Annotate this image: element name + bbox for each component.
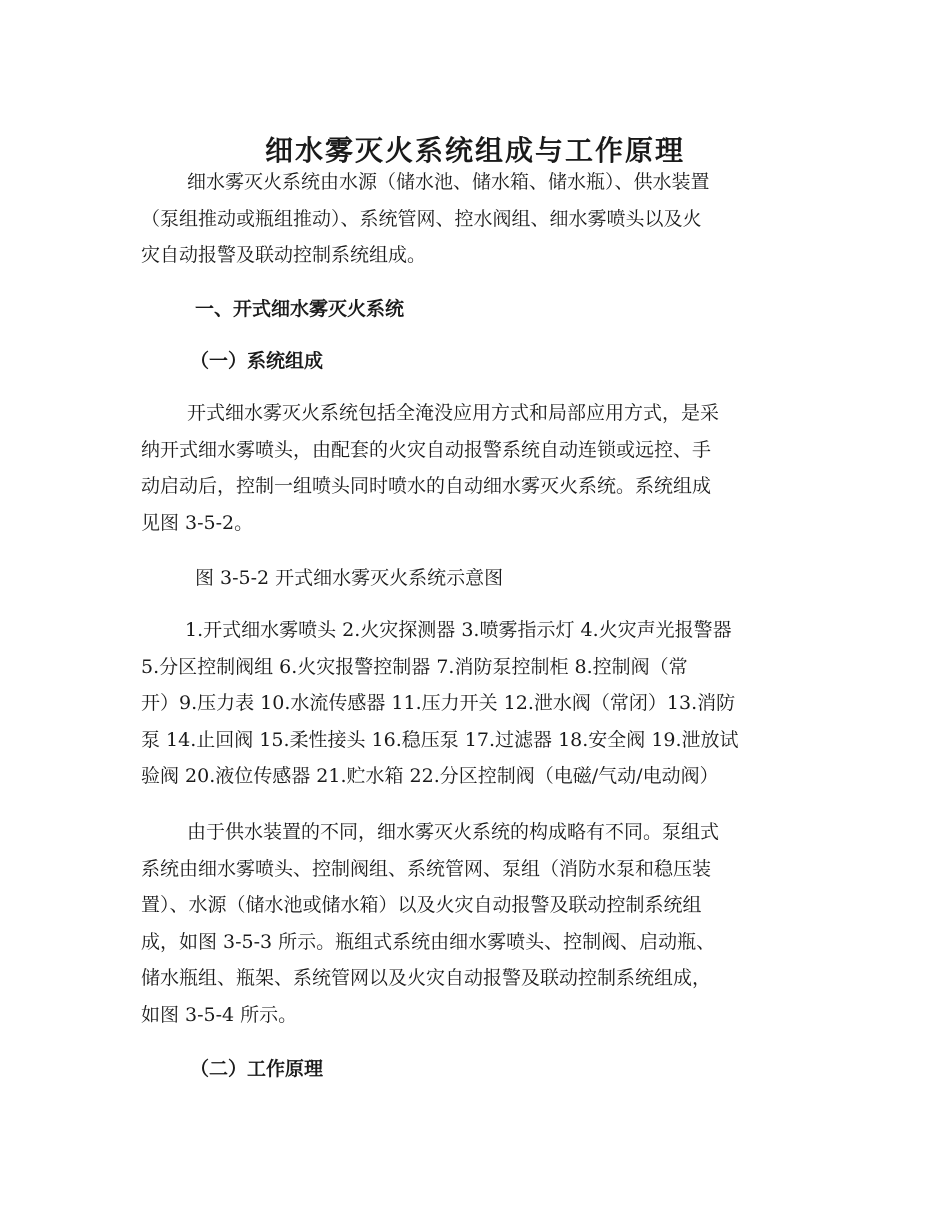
intro-paragraph bbox=[141, 164, 811, 274]
subsection-heading-working-principle: （二）工作原理 bbox=[190, 1058, 324, 1080]
legend-line: 1.开式细水雾喷头 2.火灾探测器 3.喷雾指示灯 4.火灾声光报警器 bbox=[185, 619, 732, 641]
subsection-heading-composition: （一）系统组成 bbox=[190, 350, 324, 372]
figure-caption: 图 3-5-2 开式细水雾灭火系统示意图 bbox=[195, 567, 504, 589]
composition-line: 见图 3-5-2。 bbox=[141, 511, 254, 534]
legend-line: 5.分区控制阀组 6.火灾报警控制器 7.消防泵控制柜 8.控制阀（常 bbox=[141, 655, 688, 678]
section-heading-open-system: 一、开式细水雾灭火系统 bbox=[195, 298, 405, 320]
supply-paragraph bbox=[141, 814, 811, 1033]
intro-line: 灾自动报警及联动控制系统组成。 bbox=[141, 244, 427, 266]
composition-line: 开式细水雾灭火系统包括全淹没应用方式和局部应用方式，是采 bbox=[187, 402, 720, 424]
legend-line: 验阀 20.液位传感器 21.贮水箱 22.分区控制阀（电磁/气动/电动阀） bbox=[141, 765, 719, 787]
intro-line: （泵组推动或瓶组推动）、系统管网、控水阀组、细水雾喷头以及火 bbox=[141, 207, 702, 230]
figure-legend bbox=[141, 612, 811, 795]
composition-line: 纳开式细水雾喷头，由配套的火灾自动报警系统自动连锁或远控、手 bbox=[141, 438, 712, 461]
supply-line: 成，如图 3-5-3 所示。瓶组式系统由细水雾喷头、控制阀、启动瓶、 bbox=[141, 930, 716, 953]
supply-line: 储水瓶组、瓶架、系统管网以及火灾自动报警及联动控制系统组成， bbox=[141, 967, 712, 989]
document-title: 细水雾灭火系统组成与工作原理 bbox=[264, 133, 685, 167]
supply-line: 置）、水源（储水池或储水箱）以及火灾自动报警及联动控制系统组 bbox=[141, 894, 702, 916]
supply-line: 由于供水装置的不同，细水雾灭火系统的构成略有不同。泵组式 bbox=[187, 821, 720, 843]
legend-line: 开）9.压力表 10.水流传感器 11.压力开关 12.泄水阀（常闭）13.消防 bbox=[141, 692, 736, 714]
legend-line: 泵 14.止回阀 15.柔性接头 16.稳压泵 17.过滤器 18.安全阀 19.泄放试 bbox=[141, 728, 739, 751]
composition-line: 动启动后，控制一组喷头同时喷水的自动细水雾灭火系统。系统组成 bbox=[141, 475, 712, 497]
composition-paragraph bbox=[141, 395, 811, 541]
intro-line: 细水雾灭火系统由水源（储水池、储水箱、储水瓶）、供水装置 bbox=[187, 171, 710, 193]
supply-line: 如图 3-5-4 所示。 bbox=[141, 1003, 298, 1026]
supply-line: 系统由细水雾喷头、控制阀组、系统管网、泵组（消防水泵和稳压装 bbox=[141, 857, 712, 880]
